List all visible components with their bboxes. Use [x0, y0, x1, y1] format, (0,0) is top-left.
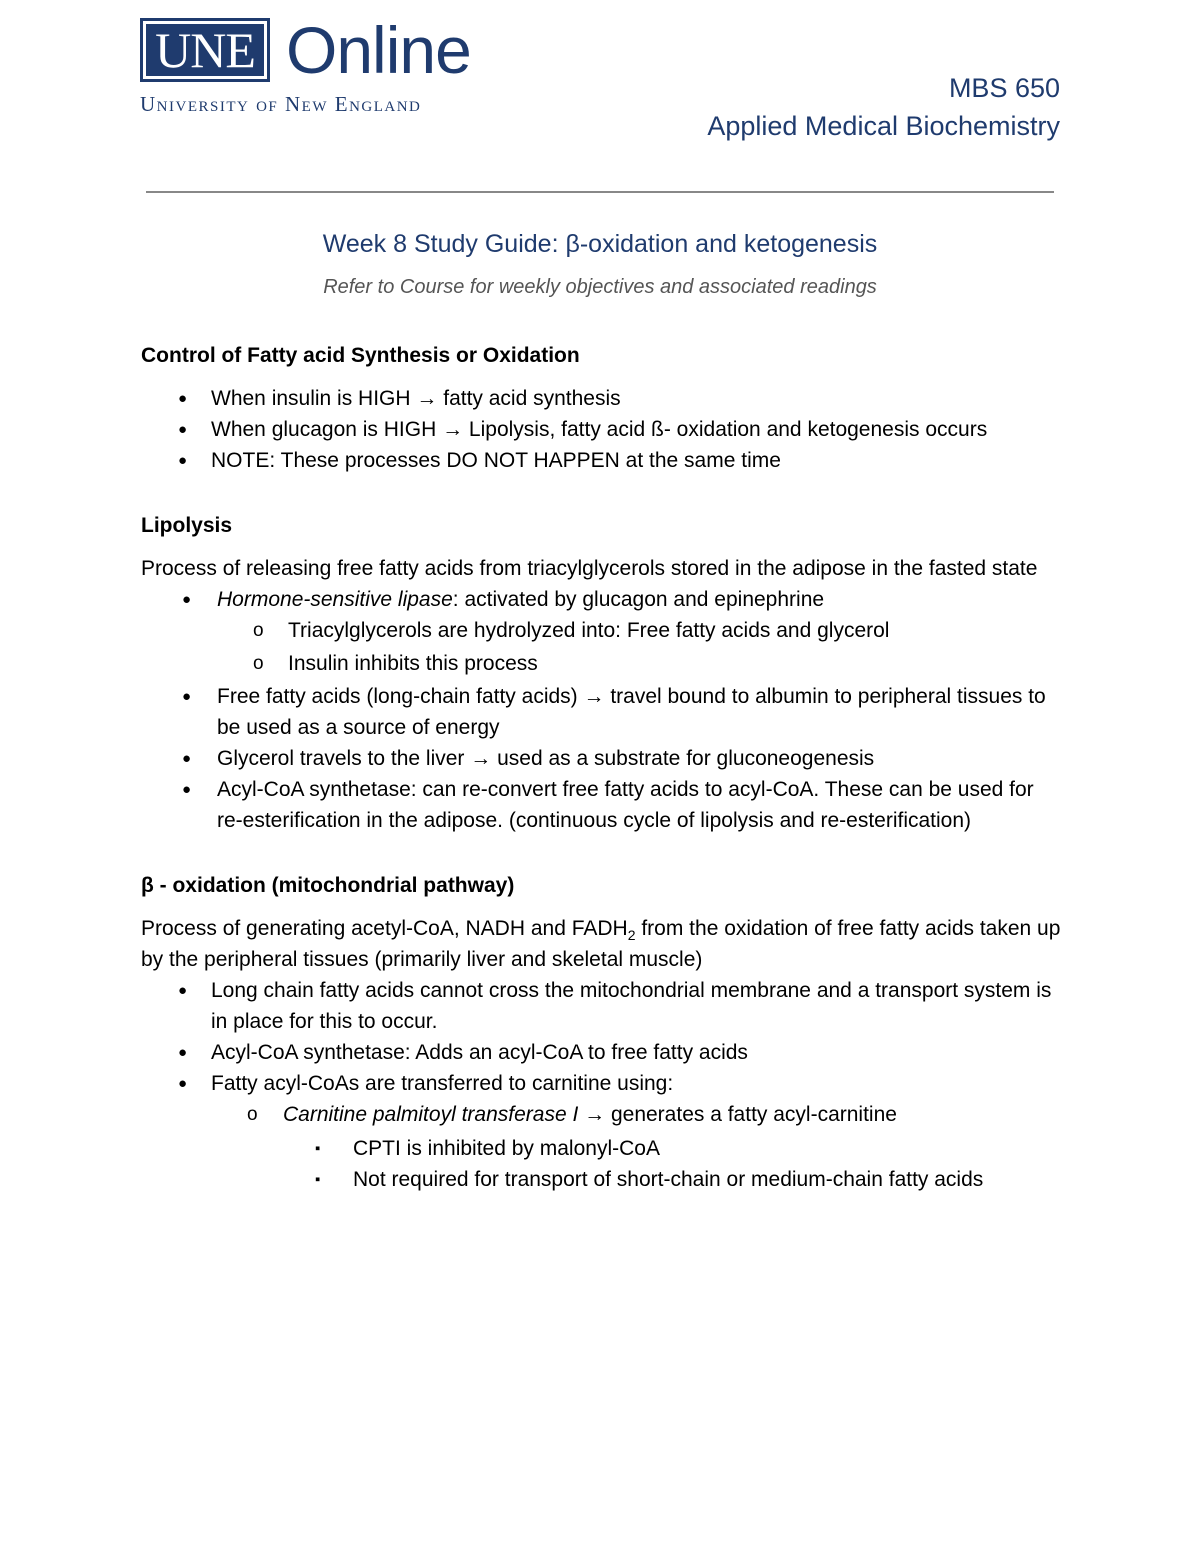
- section-heading-beta-oxidation: β - oxidation (mitochondrial pathway): [141, 874, 515, 897]
- document-body: [141, 340, 1061, 1195]
- beta-oxidation-intro: [141, 913, 1061, 975]
- lipolysis-intro: Process of releasing free fatty acids from triacylglycerols stored in the adipose in the fasted state: [141, 557, 1038, 580]
- list-item: [141, 584, 1061, 615]
- page-subtitle: Refer to Course for weekly objectives and associated readings: [323, 276, 877, 298]
- cpt-description: → generates a fatty acyl-carnitine: [578, 1103, 897, 1126]
- logo-box-text: UNE: [146, 24, 264, 76]
- sub-sub-list-item: ▪ CPTI is inhibited by malonyl-CoA: [141, 1133, 1061, 1164]
- page-title: Week 8 Study Guide: β-oxidation and ketogenesis: [322, 230, 878, 258]
- hsl-description: : activated by glucagon and epinephrine: [452, 588, 825, 611]
- header-divider: [146, 191, 1054, 193]
- list-item: ● When insulin is HIGH → fatty acid synthesis: [141, 383, 1061, 414]
- list-item: ● Fatty acyl-CoAs are transferred to carnitine using:: [141, 1068, 1061, 1099]
- list-item: ● Acyl-CoA synthetase: can re-convert free fatty acids to acyl-CoA. These can be used for re-esterification in the adipose. (continuous cycle of lipolysis and re-esterification): [141, 774, 1061, 836]
- intro-text-start: Process of generating acetyl-CoA, NADH and FADH: [141, 917, 628, 940]
- intro-text-end: from the oxidation of free fatty acids taken up by the peripheral tissues (primarily liver and skeletal muscle): [141, 917, 1061, 971]
- course-code: MBS 650: [948, 73, 1060, 103]
- sub-list-item: o Insulin inhibits this process: [141, 648, 1061, 679]
- section-heading-control: Control of Fatty acid Synthesis or Oxidation: [141, 344, 580, 367]
- control-list: [141, 383, 1061, 476]
- sub-sub-list-item: ▪ Not required for transport of short-chain or medium-chain fatty acids: [141, 1164, 1061, 1195]
- list-item: ● NOTE: These processes DO NOT HAPPEN at the same time: [141, 445, 1061, 476]
- list-item: ● Acyl-CoA synthetase: Adds an acyl-CoA to free fatty acids: [141, 1037, 1061, 1068]
- une-online-logo: [140, 13, 500, 118]
- list-item: ● Glycerol travels to the liver → used as a substrate for gluconeogenesis: [141, 743, 1061, 774]
- cpt-term: Carnitine palmitoyl transferase I: [283, 1103, 579, 1126]
- list-item: ● When glucagon is HIGH → Lipolysis, fatty acid ß- oxidation and ketogenesis occurs: [141, 414, 1061, 445]
- section-heading-lipolysis: Lipolysis: [141, 514, 233, 537]
- sub-list-item: [141, 1099, 1061, 1130]
- course-header: [707, 70, 1060, 146]
- list-item: ● Long chain fatty acids cannot cross the mitochondrial membrane and a transport system is in place for this to occur.: [141, 975, 1061, 1037]
- sub-list-item: o Triacylglycerols are hydrolyzed into: Free fatty acids and glycerol: [141, 615, 1061, 646]
- hsl-term: Hormone-sensitive lipase: [217, 588, 453, 611]
- logo-university-text: University of New England: [140, 92, 422, 116]
- list-item: ● Free fatty acids (long-chain fatty acids) → travel bound to albumin to peripheral tissues to be used as a source of energy: [141, 681, 1061, 743]
- course-name: Applied Medical Biochemistry: [707, 111, 1060, 141]
- logo-box: [140, 18, 270, 82]
- logo-online-text: Online: [286, 13, 471, 87]
- lipolysis-list: [141, 584, 1061, 836]
- beta-oxidation-list: [141, 975, 1061, 1195]
- subscript-2: 2: [627, 927, 636, 944]
